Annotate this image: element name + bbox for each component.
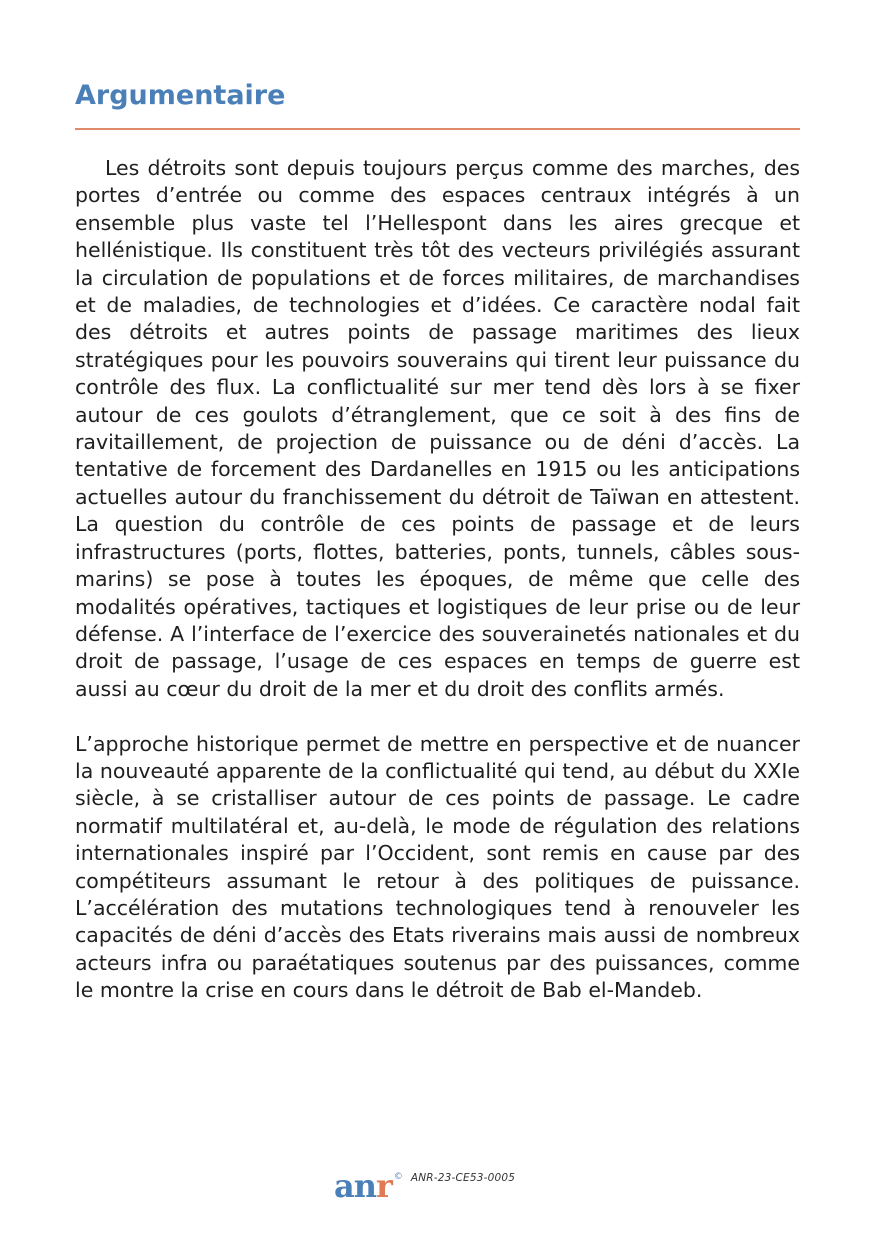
paragraph-1: Les détroits sont depuis toujours perçus comme des marches, des portes d’entrée ou comme des espaces centraux intégrés à un ensemble plus vaste tel l’Hellespont dans les aires grecque et hellénistique. Ils constituent très tôt des vecteurs privilégiés assurant la circulation de populations et de forces militaires, de marchandises et de maladies, de technologies et d’idées. Ce caractère nodal fait des détroits et autres points de passage maritimes des lieux stratégiques pour les pouvoirs souverains qui tirent leur puissance du contrôle des flux. La conflictualité sur mer tend dès lors à se fixer autour de ces goulots d’étranglement, que ce soit à des fins de ravitaillement, de projection de puissance ou de déni d’accès. La tentative de forcement des Dardanelles en 1915 ou les anticipations actuelles autour du franchissement du détroit de Taïwan en attestent. La question du contrôle de ces points de passage et de leurs infrastructures (ports, flottes, batteries, ponts, tunnels, câbles sous-marins) se pose à toutes les époques, de même que celle des modalités opératives, tactiques et logistiques de leur prise ou de leur défense. A l’interface de l’exercice des souverainetés nationales et du droit de passage, l’usage de ces espaces en temps de guerre est aussi au cœur du droit de la mer et du droit des conflits armés. [75,156,800,701]
anr-logo: anr [334,1167,392,1205]
document-body [75,155,800,1005]
title-divider [75,128,800,130]
grant-code: ANR-23-CE53-0005 [410,1172,516,1184]
footer [334,1167,516,1206]
copyright-mark: © [393,1172,403,1182]
paragraph-2: L’approche historique permet de mettre en perspective et de nuancer la nouveauté apparente de la conflictualité qui tend, au début du XXIe siècle, à se cristalliser autour de ces points de passage. Le cadre normatif multilatéral et, au-delà, le mode de régulation des relations internationales inspiré par l’Occident, sont remis en cause par des compétiteurs assumant le retour à des politiques de puissance. L’accélération des mutations technologiques tend à renouveler les capacités de déni d’accès des Etats riverains mais aussi de nombreux acteurs infra ou paraétatiques soutenus par des puissances, comme le montre la crise en cours dans le détroit de Bab el-Mandeb. [75,731,800,1003]
page-title: Argumentaire [75,80,286,111]
